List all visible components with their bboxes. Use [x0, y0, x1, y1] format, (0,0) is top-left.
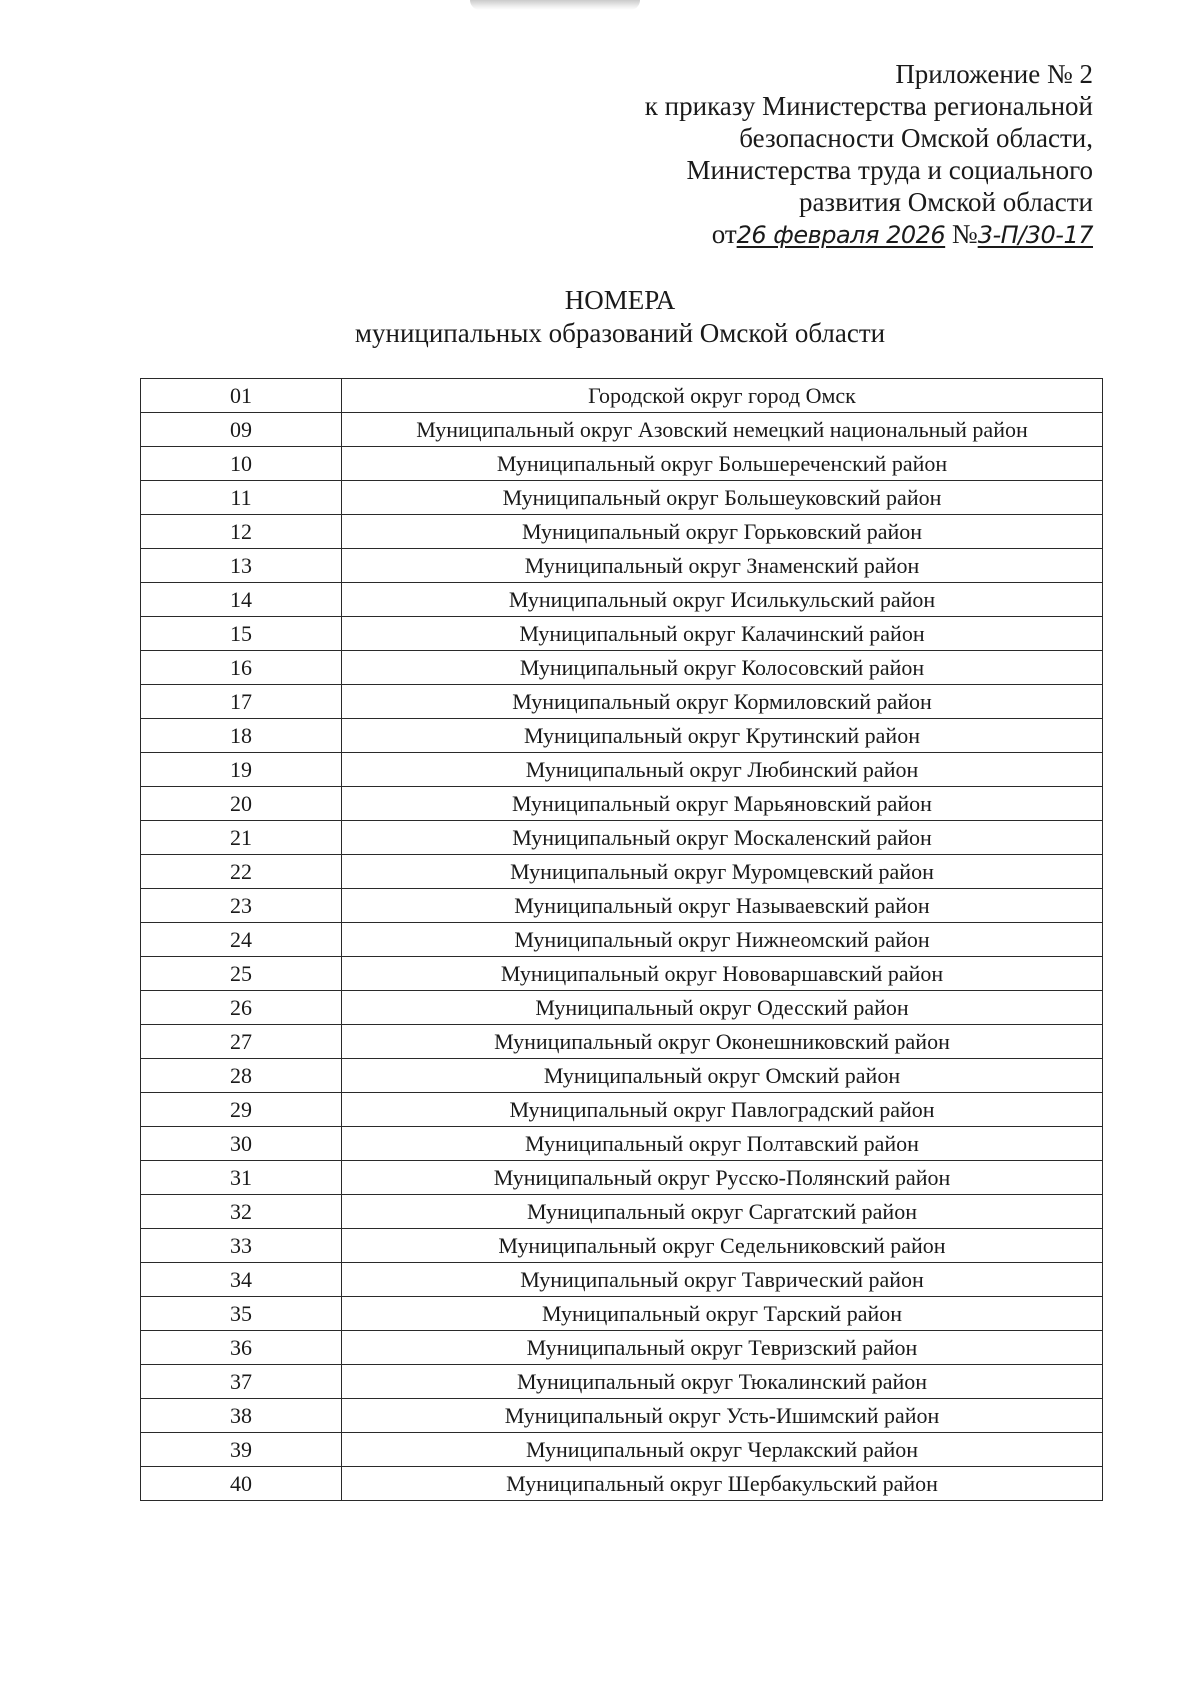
municipality-code-cell: 13 [141, 549, 342, 583]
municipality-name-cell: Муниципальный округ Шербакульский район [342, 1467, 1103, 1501]
municipality-name-cell: Муниципальный округ Калачинский район [342, 617, 1103, 651]
order-reference-line: развития Омской области [798, 187, 1093, 217]
table-row [141, 1263, 1103, 1297]
table-row [141, 379, 1103, 413]
table-row [141, 957, 1103, 991]
municipality-name-cell: Муниципальный округ Русско-Полянский район [342, 1161, 1103, 1195]
table-row [141, 1059, 1103, 1093]
appendix-header [645, 58, 1093, 251]
handwritten-order-date: 26 февраля 2026 [736, 221, 946, 249]
table-row [141, 583, 1103, 617]
table-row [141, 1025, 1103, 1059]
municipality-code-cell: 35 [141, 1297, 342, 1331]
table-row [141, 923, 1103, 957]
municipality-code-cell: 29 [141, 1093, 342, 1127]
municipality-name-cell: Муниципальный округ Павлоградский район [342, 1093, 1103, 1127]
table-row [141, 549, 1103, 583]
municipality-name-cell: Городской округ город Омск [342, 379, 1103, 413]
table-row [141, 1467, 1103, 1501]
municipality-code-cell: 37 [141, 1365, 342, 1399]
municipality-code-cell: 25 [141, 957, 342, 991]
municipality-code-cell: 10 [141, 447, 342, 481]
municipality-name-cell: Муниципальный округ Тарский район [342, 1297, 1103, 1331]
municipality-code-cell: 26 [141, 991, 342, 1025]
table-row [141, 1195, 1103, 1229]
municipality-code-cell: 09 [141, 413, 342, 447]
municipality-code-cell: 28 [141, 1059, 342, 1093]
municipality-name-cell: Муниципальный округ Седельниковский район [342, 1229, 1103, 1263]
municipality-name-cell: Муниципальный округ Азовский немецкий национальный район [342, 413, 1103, 447]
municipality-name-cell: Муниципальный округ Любинский район [342, 753, 1103, 787]
municipality-name-cell: Муниципальный округ Нововаршавский район [342, 957, 1103, 991]
municipality-code-cell: 24 [141, 923, 342, 957]
table-row [141, 1331, 1103, 1365]
table-row [141, 651, 1103, 685]
table-row [141, 1161, 1103, 1195]
municipality-name-cell: Муниципальный округ Одесский район [342, 991, 1103, 1025]
municipality-name-cell: Муниципальный округ Оконешниковский район [342, 1025, 1103, 1059]
order-number-sign: № [951, 219, 978, 249]
municipality-name-cell: Муниципальный округ Марьяновский район [342, 787, 1103, 821]
table-row [141, 1297, 1103, 1331]
municipality-name-cell: Муниципальный округ Москаленский район [342, 821, 1103, 855]
municipality-name-cell: Муниципальный округ Тевризский район [342, 1331, 1103, 1365]
municipality-name-cell: Муниципальный округ Кормиловский район [342, 685, 1103, 719]
municipality-name-cell: Муниципальный округ Исилькульский район [342, 583, 1103, 617]
municipality-code-cell: 23 [141, 889, 342, 923]
municipality-name-cell: Муниципальный округ Горьковский район [342, 515, 1103, 549]
municipality-code-cell: 34 [141, 1263, 342, 1297]
municipality-code-cell: 15 [141, 617, 342, 651]
municipality-name-cell: Муниципальный округ Большереченский район [342, 447, 1103, 481]
municipalities-table [140, 378, 1103, 1501]
order-reference-line: безопасности Омской области, [739, 123, 1093, 153]
municipality-code-cell: 33 [141, 1229, 342, 1263]
municipality-name-cell: Муниципальный округ Нижнеомский район [342, 923, 1103, 957]
municipality-name-cell: Муниципальный округ Саргатский район [342, 1195, 1103, 1229]
table-row [141, 515, 1103, 549]
municipality-code-cell: 20 [141, 787, 342, 821]
municipality-code-cell: 31 [141, 1161, 342, 1195]
municipality-code-cell: 32 [141, 1195, 342, 1229]
municipality-code-cell: 39 [141, 1433, 342, 1467]
table-row [141, 685, 1103, 719]
table-row [141, 617, 1103, 651]
municipality-code-cell: 40 [141, 1467, 342, 1501]
order-date-number-line [645, 218, 1093, 251]
municipality-name-cell: Муниципальный округ Усть-Ишимский район [342, 1399, 1103, 1433]
table-row [141, 413, 1103, 447]
table-row [141, 889, 1103, 923]
municipality-name-cell: Муниципальный округ Тюкалинский район [342, 1365, 1103, 1399]
municipality-name-cell: Муниципальный округ Полтавский район [342, 1127, 1103, 1161]
table-row [141, 753, 1103, 787]
title-subtitle: муниципальных образований Омской области [354, 318, 886, 348]
municipality-name-cell: Муниципальный округ Таврический район [342, 1263, 1103, 1297]
table-row [141, 481, 1103, 515]
municipality-name-cell: Муниципальный округ Знаменский район [342, 549, 1103, 583]
municipality-code-cell: 14 [141, 583, 342, 617]
table-row [141, 1433, 1103, 1467]
municipalities-table-body [141, 379, 1103, 1501]
table-row [141, 787, 1103, 821]
table-row [141, 1399, 1103, 1433]
municipality-code-cell: 36 [141, 1331, 342, 1365]
table-row [141, 1365, 1103, 1399]
municipality-code-cell: 16 [141, 651, 342, 685]
municipality-code-cell: 27 [141, 1025, 342, 1059]
municipality-code-cell: 38 [141, 1399, 342, 1433]
municipality-name-cell: Муниципальный округ Большеуковский район [342, 481, 1103, 515]
municipality-name-cell: Муниципальный округ Омский район [342, 1059, 1103, 1093]
municipality-name-cell: Муниципальный округ Муромцевский район [342, 855, 1103, 889]
order-from-label: от [711, 219, 737, 249]
table-row [141, 1127, 1103, 1161]
municipality-code-cell: 17 [141, 685, 342, 719]
table-row [141, 1093, 1103, 1127]
municipality-code-cell: 22 [141, 855, 342, 889]
handwritten-order-number: 3-П/30-17 [977, 221, 1093, 249]
municipality-name-cell: Муниципальный округ Называевский район [342, 889, 1103, 923]
table-row [141, 991, 1103, 1025]
table-row [141, 821, 1103, 855]
table-row [141, 855, 1103, 889]
municipality-name-cell: Муниципальный округ Колосовский район [342, 651, 1103, 685]
appendix-number: Приложение № 2 [895, 59, 1093, 89]
municipality-code-cell: 11 [141, 481, 342, 515]
municipality-code-cell: 12 [141, 515, 342, 549]
municipality-code-cell: 19 [141, 753, 342, 787]
municipality-code-cell: 18 [141, 719, 342, 753]
municipality-name-cell: Муниципальный округ Крутинский район [342, 719, 1103, 753]
order-reference-line: Министерства труда и социального [686, 155, 1093, 185]
municipality-code-cell: 30 [141, 1127, 342, 1161]
scan-artifact [470, 0, 640, 10]
table-row [141, 1229, 1103, 1263]
title-main: НОМЕРА [564, 285, 676, 315]
document-title [0, 284, 1200, 350]
table-row [141, 447, 1103, 481]
municipality-code-cell: 21 [141, 821, 342, 855]
municipality-code-cell: 01 [141, 379, 342, 413]
order-reference-line: к приказу Министерства региональной [644, 91, 1093, 121]
table-row [141, 719, 1103, 753]
municipality-name-cell: Муниципальный округ Черлакский район [342, 1433, 1103, 1467]
